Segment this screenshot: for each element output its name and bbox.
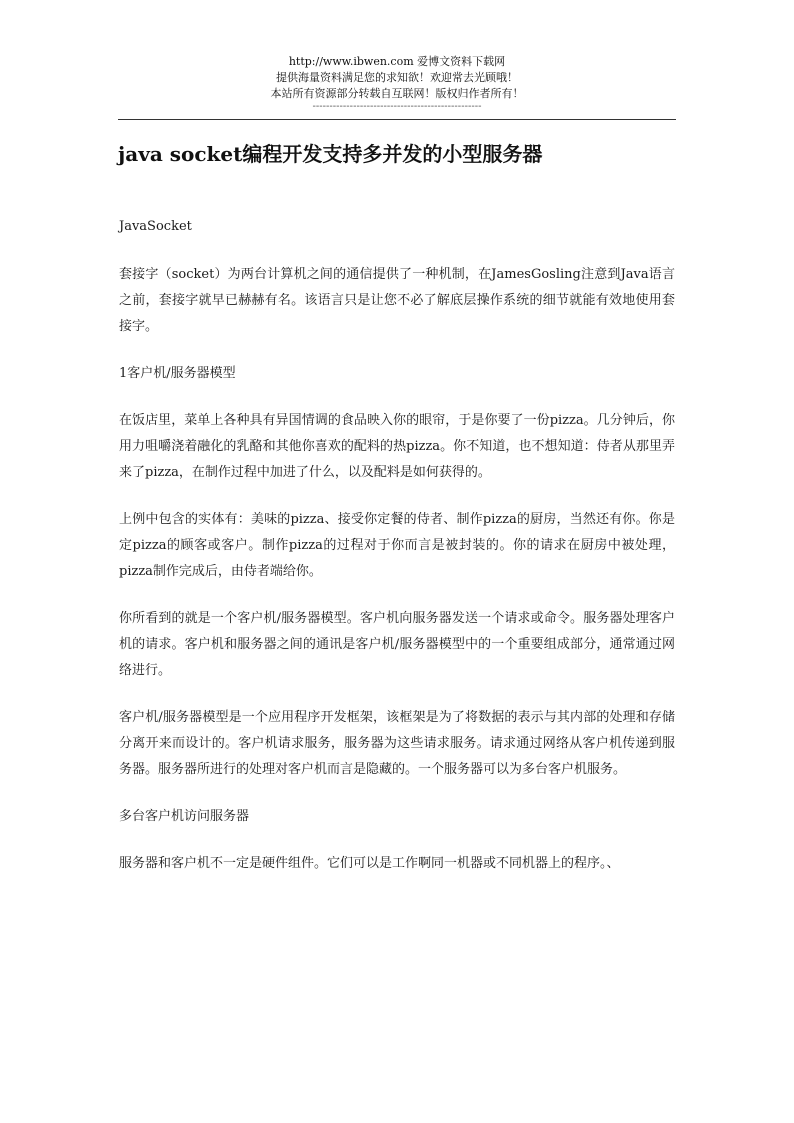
- section-heading: 多台客户机访问服务器: [119, 809, 250, 824]
- body-paragraph: 客户机/服务器模型是一个应用程序开发框架，该框架是为了将数据的表示与其内部的处理和存储分离开来而设计的。客户机请求服务，服务器为这些请求服务。请求通过网络从客户机传递到服务器。服务器所进行的处理对客户机而言是隐藏的。一个服务器可以为多台客户机服务。: [119, 710, 675, 777]
- body-paragraph: JavaSocket: [119, 219, 192, 234]
- body-paragraph: 服务器和客户机不一定是硬件组件。它们可以是工作啊同一机器或不同机器上的程序。、: [119, 856, 620, 871]
- header-dashed-separator: --------------------------------------------------: [312, 102, 482, 112]
- document-body: [119, 214, 675, 898]
- header-copyright: 本站所有资源部分转载自互联网！版权归作者所有！: [270, 87, 524, 100]
- header-tagline: 提供海量资料满足您的求知欲！欢迎常去光顾哦！: [276, 71, 518, 84]
- body-paragraph: 你所看到的就是一个客户机/服务器模型。客户机向服务器发送一个请求或命令。服务器处理客户机的请求。客户机和服务器之间的通讯是客户机/服务器模型中的一个重要组成部分，通常通过网络进行。: [119, 611, 675, 678]
- body-paragraph: 在饭店里，菜单上各种具有异国情调的食品映入你的眼帘，于是你要了一份pizza。几分钟后，你用力咀嚼浇着融化的乳酪和其他你喜欢的配料的热pizza。你不知道，也不想知道：侍者从那里弄来了pizza，在制作过程中加进了什么，以及配料是如何获得的。: [119, 413, 675, 480]
- page-header: [0, 54, 794, 112]
- document-title: java socket编程开发支持多并发的小型服务器: [118, 142, 543, 166]
- body-paragraph: 上例中包含的实体有：美味的pizza、接受你定餐的侍者、制作pizza的厨房，当然还有你。你是定pizza的顾客或客户。制作pizza的过程对于你而言是被封装的。你的请求在厨房中被处理，pizza制作完成后，由侍者端给你。: [119, 512, 675, 579]
- header-url-line: http://www.ibwen.com 爱博文资料下载网: [288, 55, 506, 68]
- section-heading: 1客户机/服务器模型: [119, 366, 236, 381]
- body-paragraph: 套接字（socket）为两台计算机之间的通信提供了一种机制，在JamesGosling注意到Java语言之前，套接字就早已赫赫有名。该语言只是让您不必了解底层操作系统的细节就能有效地使用套接字。: [119, 267, 675, 334]
- header-rule: [118, 119, 676, 120]
